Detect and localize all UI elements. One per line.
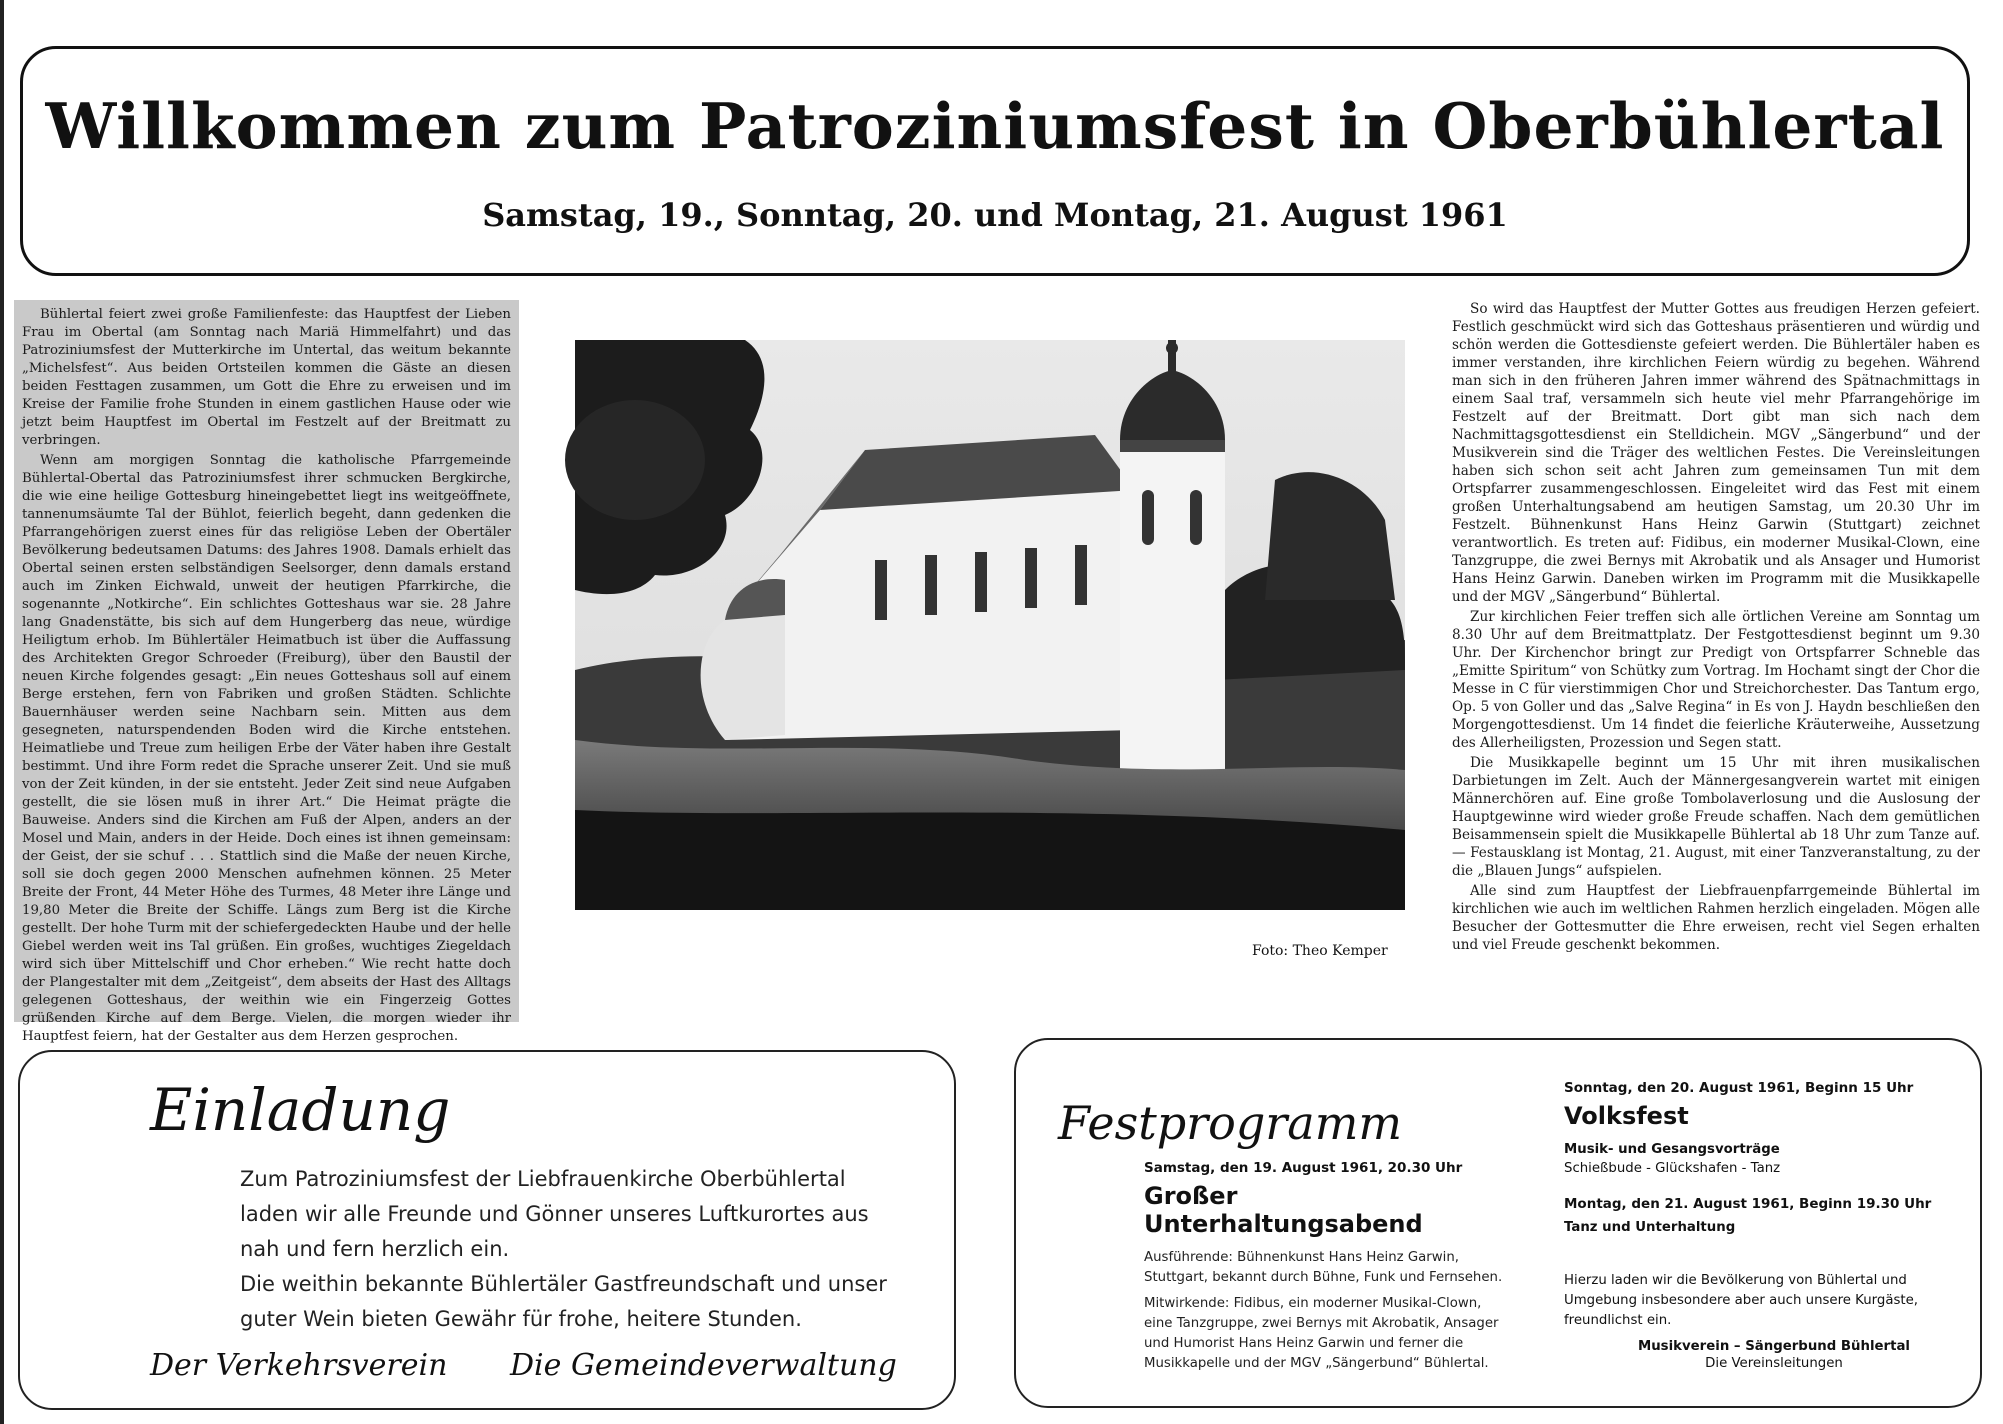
right-paragraph-3: Die Musikkapelle beginnt um 15 Uhr mit ihren musikalischen Darbietungen im Zelt. Auch der Männergesangverein wartet mit einigen Männerchören auf. Eine große Tombolaverlosung und die Auslosung der Hauptgewinne wird wieder große Freude schaffen. Nach dem gemütlichen Beisammensein spielt die Musikkapelle Bühlertal ab 18 Uhr zum Tanze auf. — Festausklang ist Montag, 21. August, mit einer Tanzveranstaltung, zu der die „Blauen Jungs“ aufspielen. (1452, 755, 1980, 879)
invitation-box (18, 1050, 956, 1410)
photo-caption: Foto: Theo Kemper (1252, 943, 1388, 959)
header-box (20, 46, 1970, 276)
invitation-line-1: Zum Patroziniumsfest der Liebfrauenkirche Oberbühlertal laden wir alle Freunde und Gönner unseres Luftkurortes aus nah und fern herzlich ein. (240, 1167, 869, 1261)
monday-line-1: Tanz und Unterhaltung (1564, 1220, 1736, 1235)
right-paragraph-1: So wird das Hauptfest der Mutter Gottes aus freudigen Herzen gefeiert. Festlich geschmückt wird sich das Gotteshaus präsentieren und würdig und schön werden die Gottesdienste gefeiert werden. Die Bühlertäler haben es immer verstanden, ihre kirchlichen Feiern würdig zu begehen. Während man sich in den früheren Jahren immer während des Spätnachmittags in einem Saal traf, versammeln sich heute viel mehr Pfarrangehörige im Festzelt auf der Breitmatt. Dort gibt man sich nach dem Nachmittagsgottesdienst ein Stelldichein. MGV „Sängerbund“ und der Musikverein sind die Träger des weltlichen Festes. Die Vereinsleitungen haben sich schon seit acht Jahren zum gemeinsamen Tun mit dem Ortspfarrer zusammengeschlossen. Eingeleitet wird das Fest mit einem großen Unterhaltungsabend am heutigen Samstag, um 20.30 Uhr im Festzelt. Bühnenkunst Hans Heinz Garwin (Stuttgart) zeichnet verantwortlich. Es treten auf: Fidibus, ein moderner Musikal-Clown, eine Tanzgruppe, die zwei Bernys mit Akrobatik und als Ansager und Humorist Hans Heinz Garwin. Daneben wirken im Programm mit die Musikkapelle und der MGV „Sängerbund“ Bühlertal. (1452, 301, 1980, 605)
right-paragraph-2: Zur kirchlichen Feier treffen sich alle örtlichen Vereine am Sonntag um 8.30 Uhr auf dem Breitmattplatz. Der Festgottesdienst beginnt um 9.30 Uhr. Der Kirchenchor bringt zur Predigt von Ortspfarrer Schneble das „Emitte Spiritum“ von Schütky zum Vortrag. Im Hochamt singt der Chor die Messe in C für vierstimmigen Chor und Streichorchester. Das Tantum ergo, Op. 5 von Goller und das „Salve Regina“ in Es von J. Haydn beschließen den Morgengottesdienst. Um 14 findet die feierliche Kräuterweihe, Aussetzung des Allerheiligsten, Prozession und Segen statt. (1452, 609, 1980, 751)
saturday-performers: Ausführende: Bühnenkunst Hans Heinz Garwin, Stuttgart, bekannt durch Bühne, Funk und Fernsehen. (1144, 1250, 1503, 1285)
program-saturday (1144, 1160, 1504, 1380)
sunday-heading: Volksfest (1564, 1102, 1689, 1130)
program-sunday-monday (1564, 1080, 1944, 1371)
invitation-title: Einladung (150, 1076, 451, 1144)
saturday-date: Samstag, den 19. August 1961, 20.30 Uhr (1144, 1160, 1463, 1176)
sunday-date: Sonntag, den 20. August 1961, Beginn 15 Uhr (1564, 1080, 1914, 1096)
festival-dates: Samstag, 19., Sonntag, 20. und Montag, 21. August 1961 (482, 196, 1508, 234)
signature-verkehrsverein: Der Verkehrsverein (150, 1348, 448, 1383)
program-closing: Hierzu laden wir die Bevölkerung von Bühlertal und Umgebung insbesondere aber auch unsere Kurgäste, freundlichst ein. (1564, 1273, 1919, 1328)
monday-date: Montag, den 21. August 1961, Beginn 19.30 Uhr (1564, 1196, 1932, 1212)
program-signature-2: Die Vereinsleitungen (1705, 1356, 1843, 1371)
page-edge-rule (0, 0, 4, 1424)
invitation-body (240, 1162, 900, 1337)
signature-gemeindeverwaltung: Die Gemeindeverwaltung (510, 1348, 897, 1383)
church-photo-image (575, 340, 1405, 910)
left-paragraph-1: Bühlertal feiert zwei große Familienfeste: das Hauptfest der Lieben Frau im Obertal (am Sonntag nach Mariä Himmelfahrt) und das Patroziniumsfest der Mutterkirche im Untertal, das weitum bekannte „Michelsfest“. Aus beiden Ortsteilen kommen die Gäste an diesen beiden Festtagen zusammen, um Gott die Ehre zu erweisen und im Kreise der Familie frohe Stunden in einem gastlichen Hause oder wie jetzt beim Hauptfest im Obertal im Festzelt auf der Breitmatt zu verbringen. (22, 307, 511, 448)
left-paragraph-2: Wenn am morgigen Sonntag die katholische Pfarrgemeinde Bühlertal-Obertal das Patroziniumsfest ihrer schmucken Bergkirche, die wie eine heilige Gottesburg hineingebettet liegt ins weitgeöffnete, tannenumsäumte Tal der Bühlot, feierlich begeht, dann gedenken die Pfarrangehörigen zuerst eines für das religiöse Leben der Obertäler Bevölkerung bedeutsamen Datums: des Jahres 1908. Damals erhielt das Obertal seinen ersten selbständigen Seelsorger, denn damals erstand auch im Zinken Eichwald, unweit der heutigen Pfarrkirche, die sogenannte „Notkirche“. Ein schlichtes Gotteshaus war sie. 28 Jahre lang Gnadenstätte, bis sich auf dem Hungerberg das neue, würdige Heiligtum erhob. Im Bühlertäler Heimatbuch ist über die Auffassung des Architekten Gregor Schroeder (Freiburg), über den Baustil der neuen Kirche folgendes gesagt: „Ein neues Gotteshaus soll auf einem Berge erstehen, fern von Fabriken und großen Städten. Schlichte Bauernhäuser werden seine Nachbarn sein. Mitten aus dem gesegneten, naturspendenden Boden wird die Kirche entstehen. Heimatliebe und Treue zum heiligen Erbe der Väter haben ihre Gestalt bestimmt. Und ihre Form redet die Sprache unserer Zeit. Und sie muß von der Zeit künden, in der sie entsteht. Jeder Zeit sind neue Aufgaben gestellt, die sie lösen muß in ihrer Art.“ Die Heimat prägte die Bauweise. Anders sind die Kirchen am Fuß der Alpen, anders an der Mosel und Main, anders in der Heide. Doch eines ist ihnen gemeinsam: der Geist, der sie schuf . . . Stattlich sind die Maße der neuen Kirche, soll sie doch gegen 2000 Menschen aufnehmen können. 25 Meter Breite der Front, 44 Meter Höhe des Turmes, 48 Meter ihre Länge und 19,80 Meter die Breite der Schiffe. Längs zum Berg ist die Kirche gestellt. Der hohe Turm mit der schiefergedeckten Haube und der helle Giebel werden weit ins Tal grüßen. Ein großes, wuchtiges Ziegeldach wird sich über Mittelschiff und Chor erheben.“ Wie recht hatte doch der Plangestalter mit dem „Zeitgeist“, dem abseits der Hast des Alltags gelegenen Gotteshaus, der weithin wie ein Fingerzeig Gottes grüßenden Kirche auf dem Berge. Vielen, die morgen wieder ihr Hauptfest feiern, hat der Gestalter aus dem Herzen gesprochen. (22, 453, 511, 1044)
left-article-column (14, 300, 519, 1044)
sunday-line-2: Schießbude - Glückshafen - Tanz (1564, 1161, 1781, 1176)
program-box (1014, 1038, 1982, 1408)
saturday-heading: Großer Unterhaltungsabend (1144, 1182, 1423, 1238)
saturday-participants: Mitwirkende: Fidibus, ein moderner Musikal-Clown, eine Tanzgruppe, zwei Bernys mit Akrobatik, Ansager und Humorist Hans Heinz Garwin und ferner die Musikkapelle und der MGV „Sängerbund“ Bühlertal. (1144, 1296, 1499, 1371)
program-title: Festprogramm (1058, 1096, 1402, 1150)
headline: Willkommen zum Patroziniumsfest in Oberbühlertal (45, 89, 1945, 163)
right-paragraph-4: Alle sind zum Hauptfest der Liebfrauenpfarrgemeinde Bühlertal im kirchlichen wie auch im weltlichen Rahmen herzlich eingeladen. Mögen alle Besucher der Gottesmutter die Ehre erweisen, recht viel Segen erhalten und viel Freude geschenkt bekommen. (1452, 883, 1980, 953)
sunday-line-1: Musik- und Gesangsvorträge (1564, 1142, 1780, 1157)
church-photo (575, 340, 1405, 910)
invitation-line-2: Die weithin bekannte Bühlertäler Gastfreundschaft und unser guter Wein bieten Gewähr für frohe, heitere Stunden. (240, 1272, 887, 1331)
right-article-column (1452, 300, 1980, 1020)
program-signature: Musikverein – Sängerbund Bühlertal (1637, 1339, 1910, 1354)
